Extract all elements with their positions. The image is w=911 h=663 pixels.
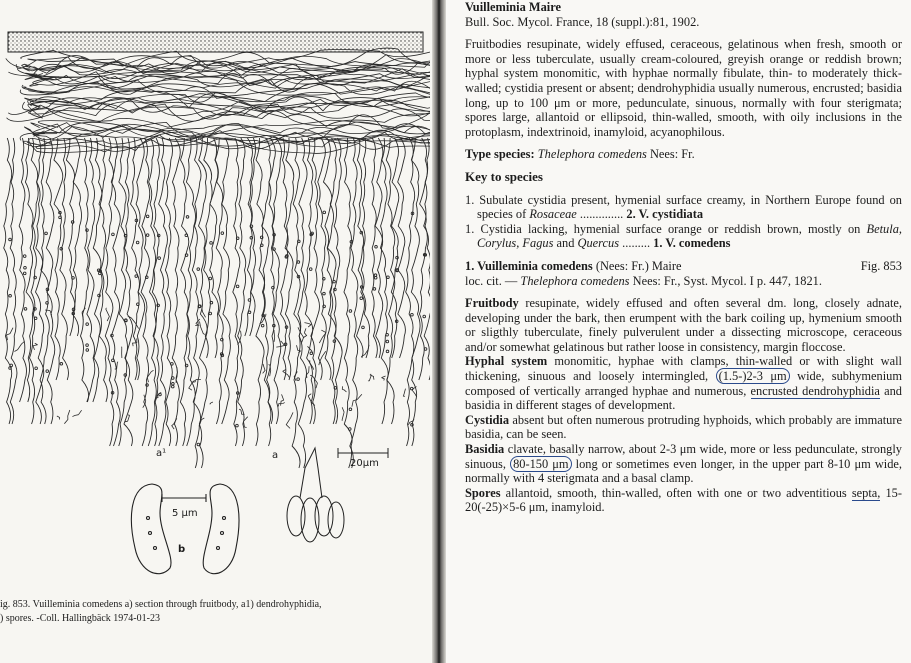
oil-droplet [60, 363, 63, 366]
oil-droplet [98, 272, 101, 275]
oil-droplet [333, 340, 336, 343]
oil-droplet [323, 305, 326, 308]
oil-droplet [135, 275, 138, 278]
oil-droplet [145, 276, 148, 279]
oil-droplet [124, 234, 127, 237]
oil-droplet [362, 326, 365, 329]
oil-droplet [137, 303, 140, 306]
oil-droplet [236, 237, 239, 240]
oil-droplet [124, 374, 127, 377]
oil-droplet [159, 393, 162, 396]
circled-measurement-hyphae: (1.5-)2-3 μm [716, 368, 790, 384]
basidium-outline [192, 138, 201, 468]
oil-droplet [360, 297, 363, 300]
basidium-outline [222, 138, 231, 424]
dendrohyphidium [278, 402, 284, 406]
oil-droplet [172, 382, 175, 385]
key-to-species [465, 193, 902, 251]
spores-paragraph: Spores allantoid, smooth, thin-walled, often with one or two adventitious septa, 15-20(-25)×5-6 μm, inamyloid. [465, 485, 903, 515]
oil-droplet [86, 323, 89, 326]
basidium-outline [165, 138, 172, 446]
dendrohyphidium [106, 308, 110, 321]
basidium-outline [66, 138, 75, 336]
dendrohyphidium [72, 410, 81, 416]
oil-droplet [35, 367, 38, 370]
oil-droplet [248, 311, 251, 314]
underlined-septa: septa, [851, 485, 881, 500]
oil-droplet [248, 299, 251, 302]
oil-droplet [146, 234, 149, 237]
underlined-dendrohyphidia: encrusted dendrohyphidia [750, 383, 880, 398]
oil-droplet [198, 305, 201, 308]
basidium-outline [411, 138, 420, 446]
species-name: 1. Vuilleminia comedens [465, 258, 593, 273]
oil-droplet [10, 364, 13, 367]
oil-droplet [185, 254, 188, 257]
oil-droplet [45, 232, 48, 235]
oil-droplet [375, 246, 378, 249]
dendrohyphidium [14, 341, 24, 351]
species-heading: Fig. 853 1. Vuilleminia comedens (Nees: Fr.) Maire [465, 258, 902, 273]
basidium-outline [350, 138, 358, 468]
figure-reference: Fig. 853 [860, 258, 902, 273]
oil-droplet [72, 277, 75, 280]
oil-droplet [322, 277, 325, 280]
oil-droplet [171, 363, 174, 366]
bark-layer [8, 32, 423, 52]
basidium-with-sterigmata [287, 448, 344, 542]
right-page [446, 0, 911, 663]
oil-droplet [9, 294, 12, 297]
label-a: a [272, 450, 279, 461]
dendrohyphidium [200, 321, 205, 334]
basidium-outline [10, 138, 17, 424]
label-scale-20um: 20μm [350, 458, 379, 469]
oil-droplet [386, 333, 389, 336]
hypha-strand [29, 134, 430, 152]
dendrohyphidium [403, 389, 405, 397]
oil-droplet [410, 387, 413, 390]
oil-droplet [112, 233, 115, 236]
basidium-outline [87, 138, 95, 402]
basidium-outline [131, 138, 140, 380]
dendrohyphidium [263, 364, 265, 373]
oil-droplet [373, 288, 376, 291]
key-item-1: 1. Subulate cystidia present, hymenial surface creamy, in Northern Europe found on species of Rosaceae .............. 2. V. cystidiata [465, 192, 902, 222]
hyphal-system-paragraph: Hyphal system monomitic, hyphae with clamps, thin-walled or with slight wall thickening, sinuous and loosely intermingled, (1.5-)2-3 μm wide, subhymenium composed of vertically arranged hyphae and numerous, encrusted dendrohyphidia and basidia in different stages of development. [465, 354, 902, 413]
key-item-2: 1. Cystidia lacking, hymenial surface orange or reddish brown, mostly on Betula, Corylus, Fagus and Quercus ......... 1. V. comedens [465, 221, 902, 251]
basidium-outline [80, 138, 88, 402]
basidium-outline [298, 138, 307, 468]
book-gutter [432, 0, 446, 663]
oil-droplet [111, 334, 114, 337]
oil-droplet [171, 377, 174, 380]
oil-droplet [236, 285, 239, 288]
oil-droplet [221, 338, 224, 341]
basidia-paragraph: Basidia clavate, basally narrow, about 2-3 μm wide, more or less pedunculate, strongly sinuous, 80-150 μm long or sometimes even longer, in the upper part 8-10 μm wide, normally with 4 sterigmata and a basal clamp. [465, 442, 903, 486]
oil-droplet [210, 242, 213, 245]
hyphae-strands [6, 48, 430, 429]
basidium-outline [238, 138, 246, 446]
oil-droplet [349, 408, 352, 411]
basidium-outline [172, 138, 180, 446]
basidium-outline [180, 138, 188, 446]
oil-droplet [386, 350, 389, 353]
dendrohyphidium [33, 343, 38, 350]
label-b: b [178, 544, 186, 555]
basidium-outline [398, 138, 406, 358]
oil-droplet [112, 359, 115, 362]
oil-droplet [9, 238, 12, 241]
oil-droplet [297, 240, 300, 243]
oil-droplet [260, 244, 263, 247]
page-text [465, 0, 902, 515]
oil-droplet [374, 276, 377, 279]
basidium-outline [344, 138, 352, 468]
oil-droplet [125, 319, 128, 322]
genus-citation: Bull. Soc. Mycol. France, 18 (suppl.):81, 1902. [465, 14, 700, 29]
oil-droplet [86, 349, 89, 352]
oil-droplet [250, 225, 253, 228]
scale-bar-20um [338, 448, 388, 458]
basidium-outline [54, 138, 63, 380]
oil-droplet [387, 276, 390, 279]
oil-droplet [59, 216, 62, 219]
oil-droplet [297, 378, 300, 381]
dendrohyphidium [304, 323, 311, 327]
oil-droplet [250, 236, 253, 239]
basidium-outline [19, 138, 26, 402]
basidium-outline [72, 138, 81, 336]
caption-line-1: ig. 853. Vuilleminia comedens a) section through fruitbody, a1) dendrohyphidia, [0, 599, 322, 610]
oil-droplet [297, 261, 300, 264]
dendrohyphidium [210, 402, 213, 404]
oil-droplet [185, 234, 188, 237]
oil-droplet [185, 364, 188, 367]
oil-droplet [386, 340, 389, 343]
left-page [0, 0, 438, 663]
oil-droplet [310, 352, 313, 355]
oil-droplet [349, 310, 352, 313]
basidium-outline [380, 138, 388, 424]
basidium-outline [152, 138, 159, 446]
basidium-outline [111, 138, 120, 446]
oil-droplet [423, 315, 426, 318]
caption-line-2: ) spores. -Coll. Hallingbäck 1974-01-23 [0, 613, 160, 624]
dendrohyphidium [303, 328, 307, 338]
oil-droplet [260, 236, 263, 239]
oil-droplet [34, 317, 37, 320]
genus-description: Fruitbodies resupinate, widely effused, ceraceous, gelatinous when fresh, smooth or more or less tuberculate, usually cream-coloured, greyish orange or reddish brown; hyphal system monomitic, with hyphae normally fibulate, thin- to moderately thick-walled; cystidia present or absent; dendrohyphidia usually numerous, encrusted; basidia long, up to 100 μm or more, pedunculate, sinuous, normally with four sterigmata; spores large, allantoid or ellipsoid, thin-walled, smooth, with oily inclusions in the protoplasm, indextrinoid, inamyloid, acyanophilous. [465, 37, 902, 139]
label-scale-5um: 5 μm [172, 508, 198, 519]
oil-droplet [272, 286, 275, 289]
oil-droplet [186, 216, 189, 219]
oil-droplet [323, 292, 326, 295]
oil-droplet [171, 385, 174, 388]
dendrohyphidium [64, 410, 69, 424]
dendrohyphidium [342, 386, 346, 392]
basidium-outline [4, 138, 12, 424]
basidium-outline [419, 138, 428, 380]
oil-droplet [23, 255, 26, 258]
genus-title: Vuilleminia Maire [465, 0, 562, 14]
basidium-outline [60, 138, 69, 380]
oil-droplet [236, 424, 239, 427]
circled-measurement-basidia: 80-150 μm [510, 456, 571, 472]
oil-droplet [24, 266, 27, 269]
oil-droplet [71, 221, 74, 224]
fruitbody-section-illustration [0, 28, 430, 583]
oil-droplet [23, 272, 26, 275]
dendrohyphidium [286, 412, 293, 428]
basidium-outline [272, 138, 281, 424]
oil-droplet [24, 308, 27, 311]
hypha-strand [33, 125, 430, 143]
oil-droplet [46, 302, 49, 305]
fruitbody-paragraph: Fruitbody resupinate, widely effused and often several dm. long, closely adnate, developing under the bark, then erumpent with the bark coiling up, hymenium smooth or sligthly tuberculate, finely pulverulent under a dissecting microscope, ceraceous and/or somewhat gelatinous but rather loose in consistency, margin floccose. [465, 296, 902, 354]
spores-drawing [131, 484, 239, 574]
oil-droplet [396, 256, 399, 259]
oil-droplet [323, 211, 326, 214]
oil-droplet [46, 370, 49, 373]
oil-droplet [209, 277, 212, 280]
oil-droplet [9, 367, 12, 370]
basidium-outline [386, 138, 395, 424]
key-heading: Key to species [465, 168, 543, 184]
dendrohyphidium [307, 366, 310, 378]
oil-droplet [98, 294, 101, 297]
oil-droplet [60, 247, 63, 250]
basidium-outline [245, 138, 253, 336]
oil-droplet [273, 248, 276, 251]
figure-caption [0, 598, 428, 626]
dendrohyphidium [57, 416, 60, 420]
oil-droplet [209, 312, 212, 315]
oil-droplet [158, 257, 161, 260]
cystidia-paragraph: Cystidia absent but often numerous protruding hyphoids, which probably are immature basidia, can be seen. [465, 412, 902, 442]
basidium-outline [256, 138, 265, 446]
oil-droplet [210, 301, 213, 304]
oil-droplet [197, 443, 200, 446]
species-citation: loc. cit. — Thelephora comedens Nees: Fr., Syst. Mycol. I p. 447, 1821. [465, 273, 822, 288]
oil-droplet [221, 232, 224, 235]
basidium-outline [406, 138, 415, 446]
basidium-outline [318, 138, 327, 380]
label-a1: a¹ [156, 448, 167, 459]
oil-droplet [411, 313, 414, 316]
dendrohyphidium [381, 376, 385, 380]
basidium-outline [267, 138, 276, 424]
oil-droplet [136, 241, 139, 244]
basidium-outline [25, 138, 33, 402]
oil-droplet [334, 387, 337, 390]
oil-droplet [34, 276, 37, 279]
oil-droplet [86, 344, 89, 347]
basidium-outline [204, 138, 212, 358]
basidium-outline [136, 138, 145, 380]
dendrohyphidium [342, 407, 344, 421]
oil-droplet [348, 428, 351, 431]
oil-droplet [309, 268, 312, 271]
oil-droplet [261, 324, 264, 327]
dendrohyphidium [281, 394, 284, 405]
basidium-outline [36, 138, 44, 424]
oil-droplet [197, 268, 200, 271]
oil-droplet [333, 280, 336, 283]
oil-droplet [424, 348, 427, 351]
type-species: Type species: Thelephora comedens Nees: Fr. [465, 147, 695, 162]
oil-droplet [146, 215, 149, 218]
dendrohyphidium [274, 331, 275, 342]
oil-droplet [396, 269, 399, 272]
